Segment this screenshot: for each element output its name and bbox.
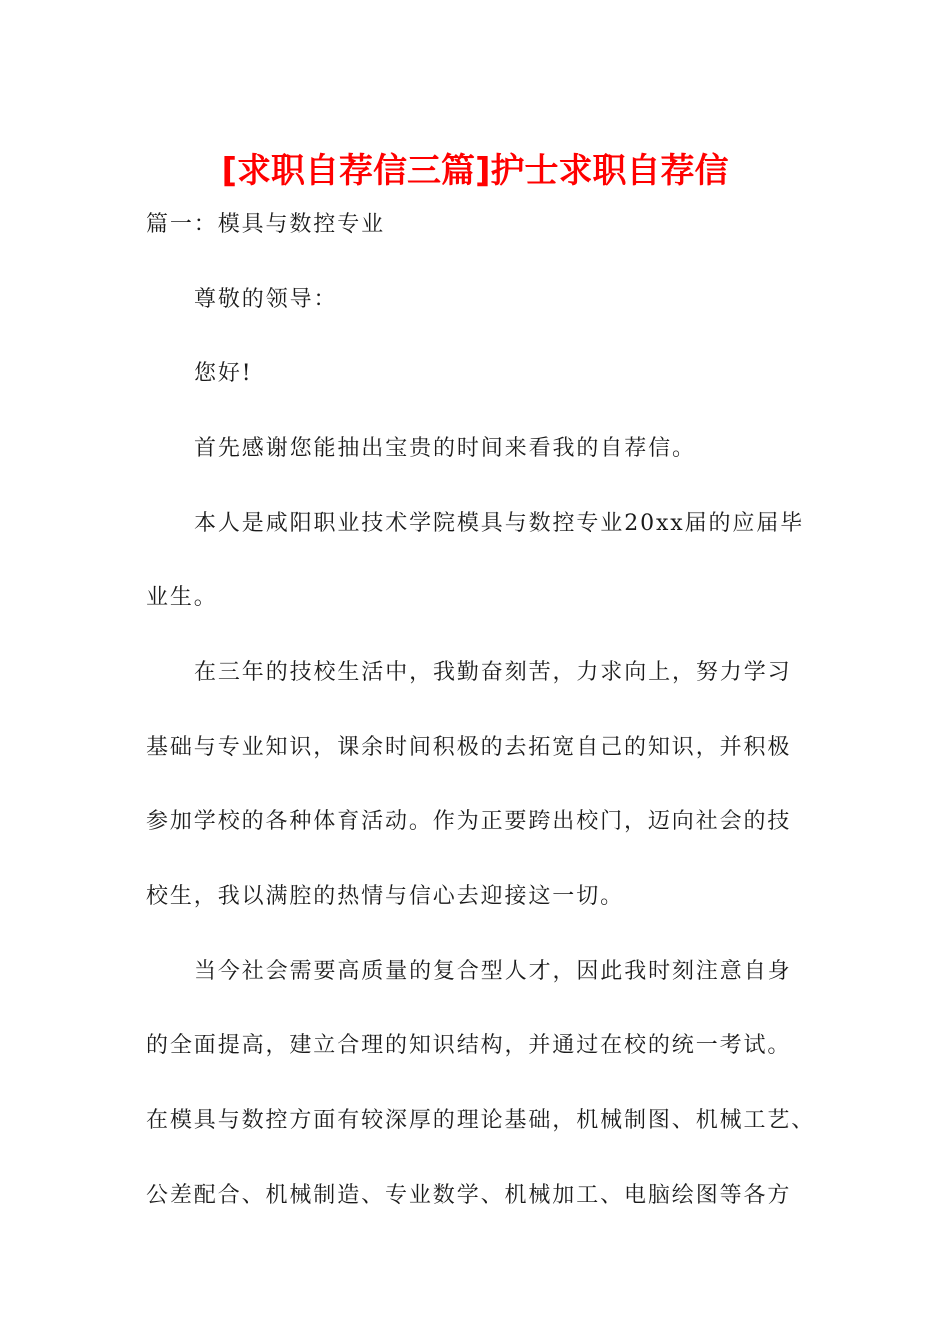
paragraph-line: 参加学校的各种体育活动。作为正要跨出校门，迈向社会的技: [146, 809, 792, 834]
section-heading: 篇一：模具与数控专业: [146, 212, 386, 237]
paragraph-line: 基础与专业知识，课余时间积极的去拓宽自己的知识，并积极: [146, 735, 792, 760]
paragraph-line: 本人是咸阳职业技术学院模具与数控专业20xx届的应届毕: [194, 511, 805, 536]
paragraph-line: 当今社会需要高质量的复合型人才，因此我时刻注意自身: [194, 959, 792, 984]
paragraph-line: 在模具与数控方面有较深厚的理论基础，机械制图、机械工艺、: [146, 1108, 816, 1133]
paragraph-line: 的全面提高，建立合理的知识结构，并通过在校的统一考试。: [146, 1033, 792, 1058]
greeting: 您好!: [194, 361, 253, 386]
paragraph-line: 首先感谢您能抽出宝贵的时间来看我的自荐信。: [194, 436, 696, 461]
paragraph-line: 公差配合、机械制造、专业数学、机械加工、电脑绘图等各方: [146, 1183, 792, 1208]
paragraph-line: 在三年的技校生活中，我勤奋刻苦，力求向上，努力学习: [194, 660, 792, 685]
paragraph-line: 业生。: [146, 585, 218, 610]
salutation: 尊敬的领导：: [194, 287, 338, 312]
document-title: [求职自荐信三篇]护士求职自荐信: [221, 151, 729, 191]
paragraph-line: 校生，我以满腔的热情与信心去迎接这一切。: [146, 884, 625, 909]
